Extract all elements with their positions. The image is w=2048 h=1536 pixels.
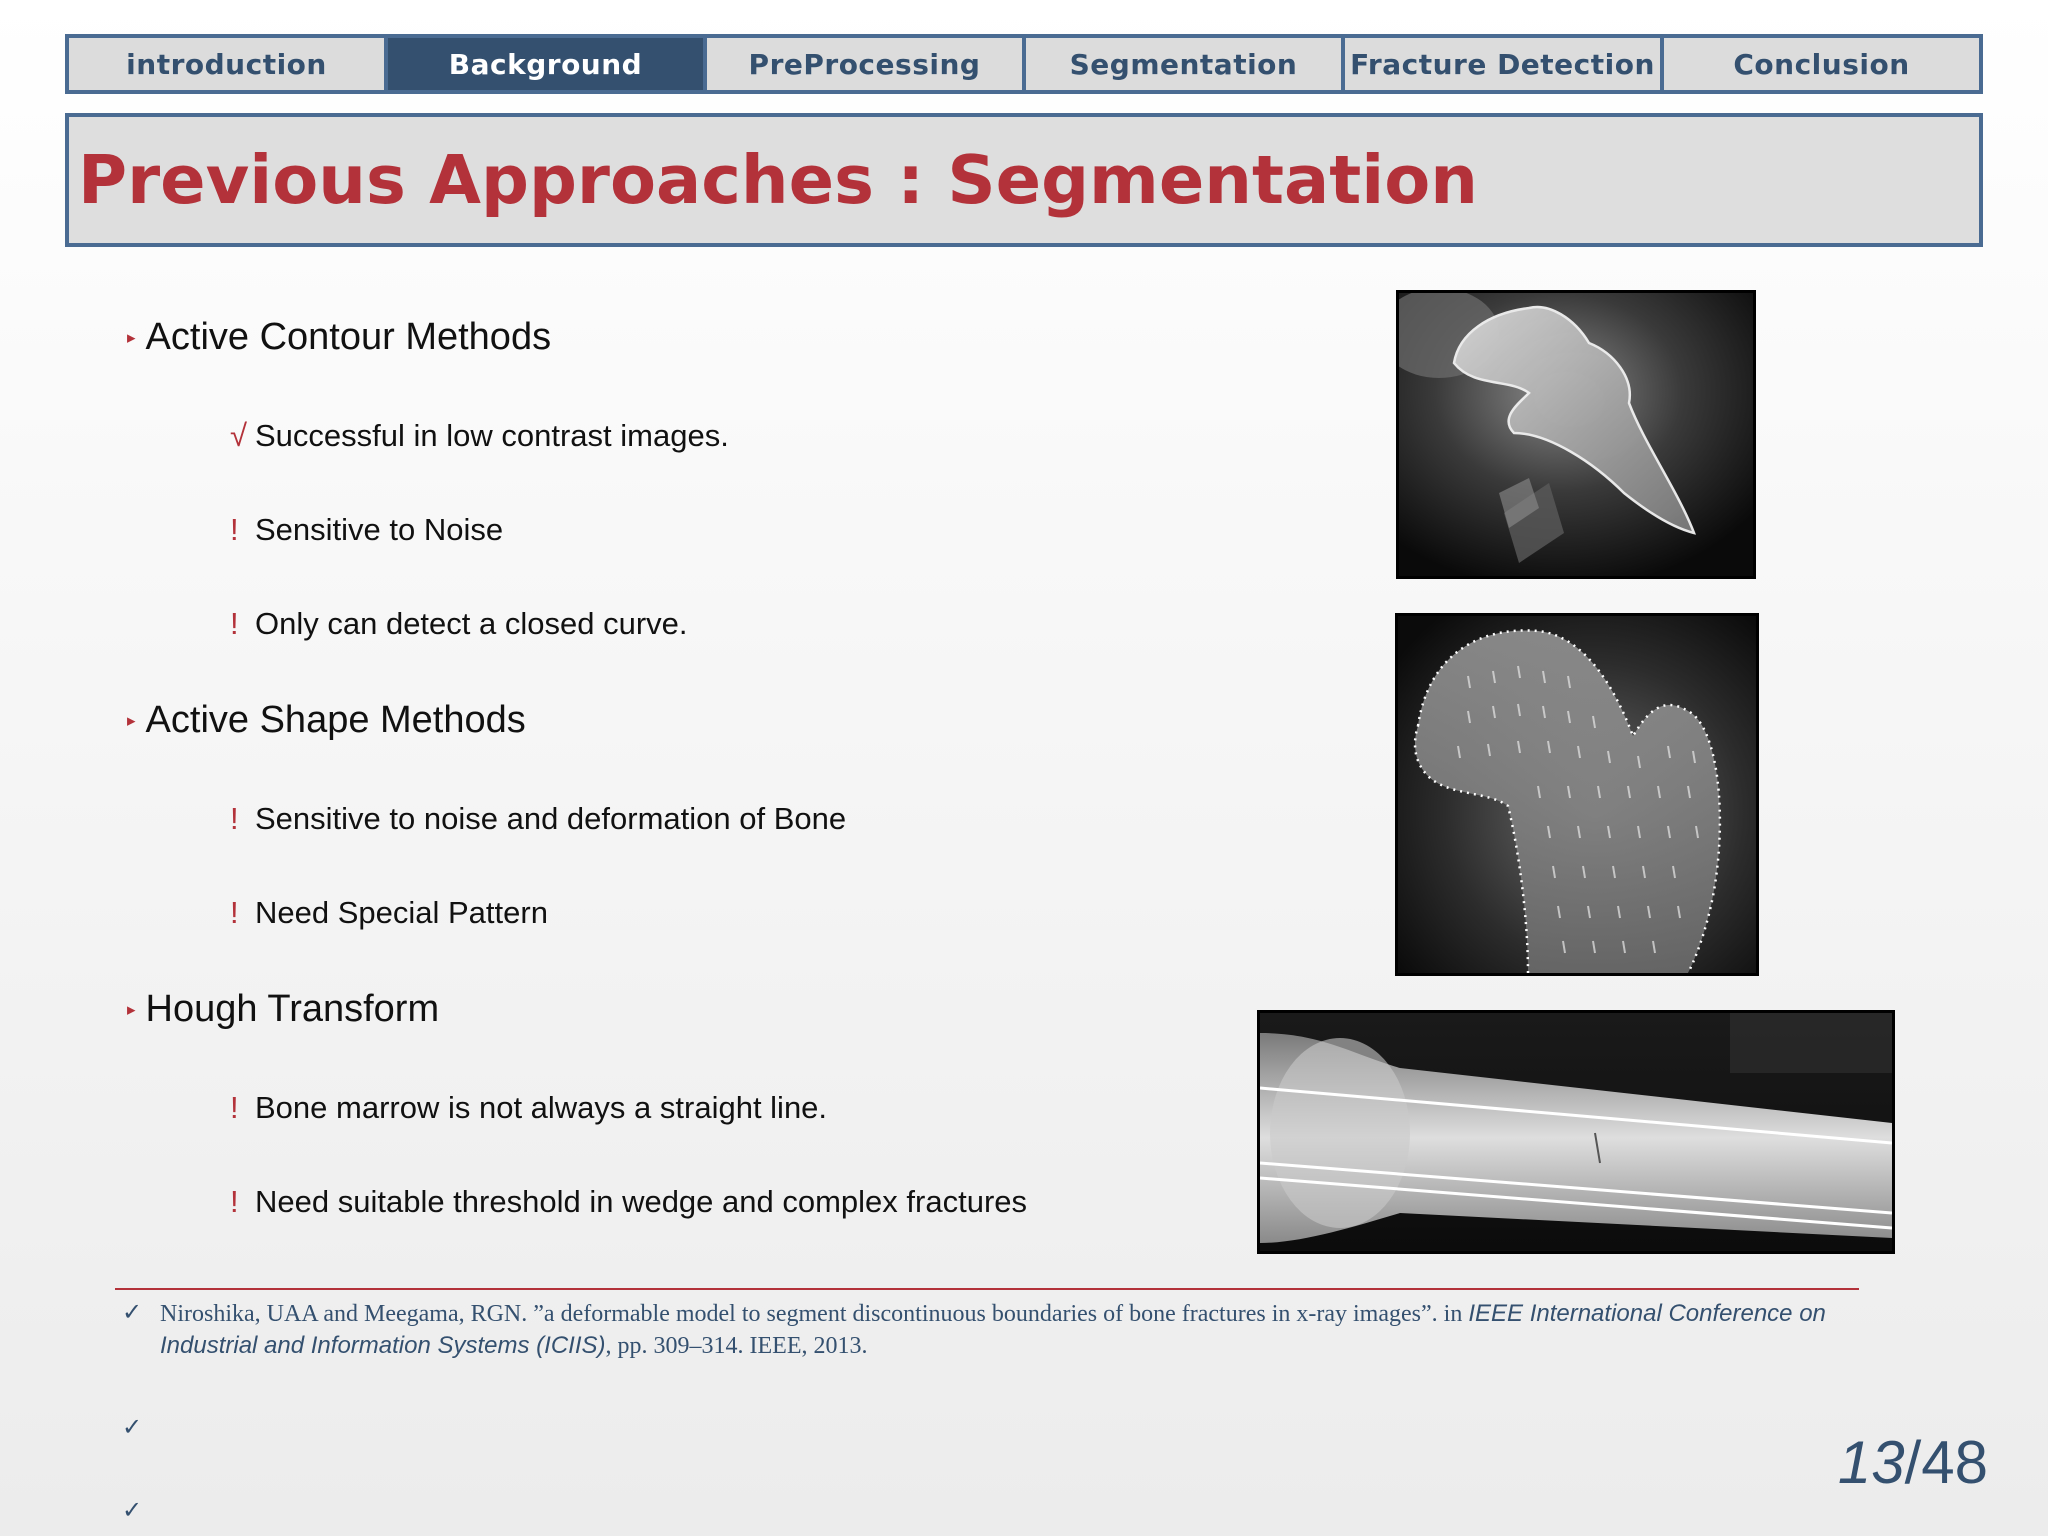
sub-item-text: Bone marrow is not always a straight line. <box>255 1090 828 1125</box>
bullet-hough-transform <box>127 988 439 1031</box>
citation-venue: IEEE International Conference on Industrial and Information Systems (ICIIS) <box>160 1300 1826 1359</box>
citation-text: Niroshika, UAA and Meegama, RGN. ”a deformable model to segment discontinuous boundaries of bone fractures in x-ray images”. in <box>160 1301 1469 1327</box>
sub-item <box>230 1090 827 1126</box>
warning-icon: ! <box>230 801 239 836</box>
title-box <box>65 113 1983 247</box>
xray-long-bone-graphic <box>1260 1013 1892 1251</box>
sub-item <box>230 895 548 931</box>
sub-item <box>230 801 846 837</box>
page-number <box>1838 1428 1988 1497</box>
tab-background[interactable]: Background <box>388 38 703 90</box>
sub-item <box>230 1184 1027 1220</box>
sub-item-text: Sensitive to noise and deformation of Bone <box>255 801 847 836</box>
tab-preprocessing[interactable]: PreProcessing <box>707 38 1022 90</box>
bullet-active-shape <box>127 699 526 742</box>
citation-pages: , pp. 309–314. IEEE, 2013. <box>605 1333 868 1359</box>
total-pages: /48 <box>1904 1429 1988 1496</box>
reference-check-icon: ✓ <box>122 1299 143 1326</box>
check-icon: √ <box>230 418 248 453</box>
sub-item-text: Need suitable threshold in wedge and complex fractures <box>255 1184 1028 1219</box>
warning-icon: ! <box>230 1090 239 1125</box>
warning-icon: ! <box>230 895 239 930</box>
sub-item-text: Need Special Pattern <box>255 895 548 930</box>
reference-citation <box>160 1298 1830 1362</box>
sub-item-text: Successful in low contrast images. <box>255 418 729 453</box>
reference-check-icon: ✓ <box>122 1497 143 1524</box>
xray-active-contour-image <box>1396 290 1756 579</box>
warning-icon: ! <box>230 1184 239 1219</box>
sub-item-text: Sensitive to Noise <box>255 512 504 547</box>
tab-segmentation[interactable]: Segmentation <box>1026 38 1341 90</box>
bullet-triangle-icon: ▸ <box>127 999 136 1019</box>
warning-icon: ! <box>230 512 239 547</box>
section-nav <box>65 34 1983 94</box>
tab-fracture-detection[interactable]: Fracture Detection <box>1345 38 1660 90</box>
reference-check-icon: ✓ <box>122 1414 143 1441</box>
xray-active-shape-image <box>1395 613 1759 976</box>
bullet-active-contour <box>127 316 551 359</box>
sub-item <box>230 606 688 642</box>
warning-icon: ! <box>230 606 239 641</box>
reference-divider <box>115 1288 1859 1290</box>
sub-item <box>230 512 503 548</box>
bullet-text: Active Shape Methods <box>145 699 526 741</box>
bullet-text: Hough Transform <box>145 988 440 1030</box>
current-page: 13 <box>1837 1429 1905 1496</box>
bullet-triangle-icon: ▸ <box>127 327 136 347</box>
xray-femur-shape-graphic <box>1398 616 1756 973</box>
xray-hough-transform-image <box>1257 1010 1895 1254</box>
sub-item <box>230 418 729 454</box>
tab-introduction[interactable]: introduction <box>69 38 384 90</box>
slide-title: Previous Approaches : Segmentation <box>78 141 1478 219</box>
tab-conclusion[interactable]: Conclusion <box>1664 38 1979 90</box>
sub-item-text: Only can detect a closed curve. <box>255 606 688 641</box>
bullet-triangle-icon: ▸ <box>127 710 136 730</box>
xray-femur-contour-graphic <box>1399 293 1753 576</box>
bullet-text: Active Contour Methods <box>145 316 552 358</box>
